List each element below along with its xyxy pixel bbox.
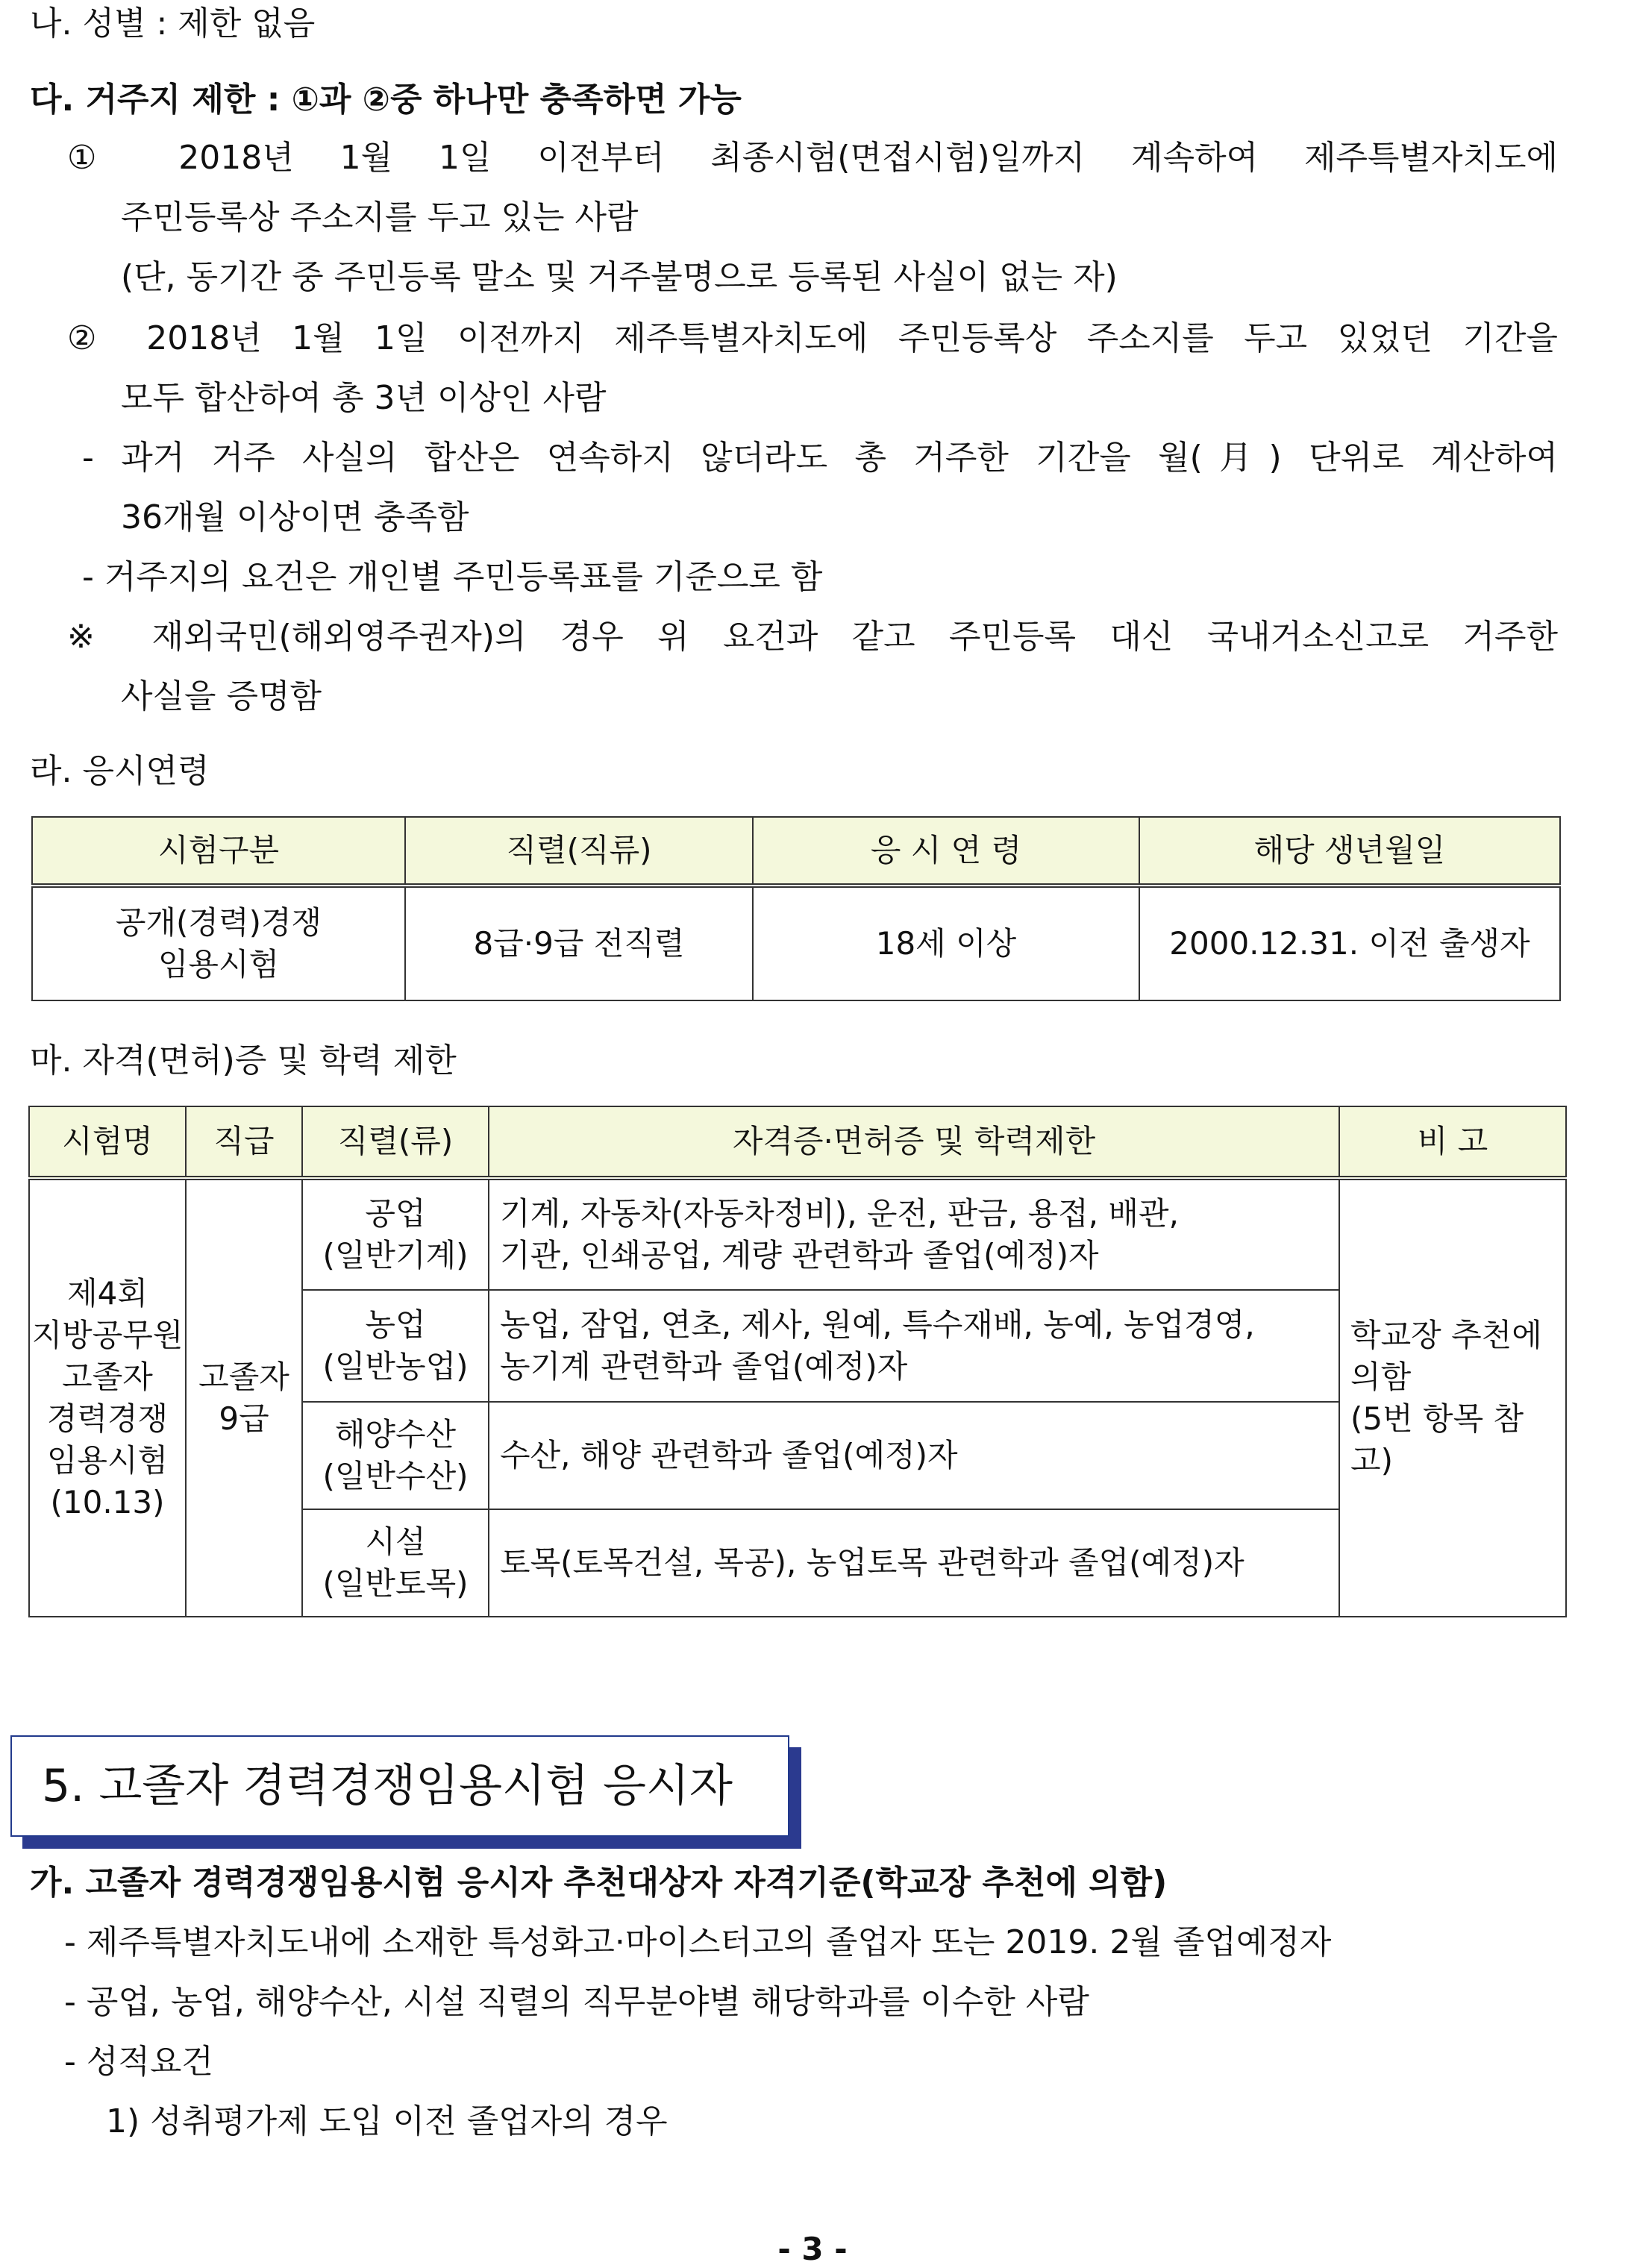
qual-header-requirement: 자격증·면허증 및 학력제한 [489,1106,1339,1178]
remark-l3: (5번 항목 참고) [1350,1400,1524,1479]
requirement-l1: 기계, 자동차(자동차정비), 운전, 판금, 용접, 배관, [500,1195,1179,1232]
qual-series-cell [302,1509,489,1617]
remark-l1: 학교장 추천에 [1350,1317,1542,1353]
gender-line: 나. 성별 : 제한 없음 [30,4,316,43]
qual-header-series: 직렬(류) [302,1106,489,1178]
residence-heading: 다. 거주지 제한 : ①과 ②중 하나만 충족하면 가능 [30,81,742,119]
age-cell-age: 18세 이상 [753,886,1139,1000]
requirement-l2: 기관, 인쇄공업, 계량 관련학과 졸업(예정)자 [500,1237,1099,1274]
qual-requirement-cell [489,1402,1339,1509]
age-cell-exam-l2: 임용시험 [157,946,280,983]
age-header-birth: 해당 생년월일 [1139,817,1560,886]
section-5-title-box [10,1735,789,1837]
series-l2: (일반수산) [322,1458,469,1494]
requirement-l1: 농업, 잠업, 연초, 제사, 원예, 특수재배, 농예, 농업경영, [500,1306,1255,1343]
qual-requirement-cell [489,1290,1339,1402]
qualification-table [28,1106,1567,1617]
qual-exam-name-cell [29,1178,186,1617]
note-line-1: ※ 재외국민(해외영주권자)의 경우 위 요건과 같고 주민등록 대신 국내거소신고로 거주한 [67,618,1558,656]
note-line-2: 사실을 증명함 [121,677,322,715]
condition-1-line-2: 주민등록상 주소지를 두고 있는 사람 [121,198,639,236]
requirement-l1: 수산, 해양 관련학과 졸업(예정)자 [500,1437,958,1473]
section-5-subitem-1: 1) 성취평가제 도입 이전 졸업자의 경우 [106,2102,668,2140]
requirement-l2: 농기계 관련학과 졸업(예정)자 [500,1348,908,1385]
qualification-heading: 마. 자격(면허)증 및 학력 제한 [30,1041,457,1080]
series-l1: 해양수산 [334,1416,457,1453]
exam-name-l3: 고졸자 [62,1359,153,1395]
qual-series-cell [302,1290,489,1402]
qual-grade-cell [186,1178,302,1617]
condition-1-line-1: ① 2018년 1월 1일 이전부터 최종시험(면접시험)일까지 계속하여 제주특별자치도에 [67,139,1558,177]
age-header-age: 응 시 연 령 [753,817,1139,886]
age-header-exam: 시험구분 [32,817,405,886]
section-5-bullet-3: - 성적요건 [64,2043,213,2081]
age-cell-exam-l1: 공개(경력)경쟁 [115,904,322,941]
exam-name-l2: 지방공무원 [31,1317,184,1353]
dash-1-line-2: 36개월 이상이면 충족함 [121,498,469,536]
age-table [31,816,1561,1001]
section-5-bullet-1: - 제주특별자치도내에 소재한 특성화고·마이스터고의 졸업자 또는 2019. 2월 졸업예정자 [64,1923,1332,1961]
section-5-criteria-heading: 가. 고졸자 경력경쟁임용시험 응시자 추천대상자 자격기준(학교장 추천에 의함) [30,1864,1168,1902]
section-5-bullet-2: - 공업, 농업, 해양수산, 시설 직렬의 직무분야별 해당학과를 이수한 사람 [64,1983,1089,2021]
series-l2: (일반농업) [322,1348,469,1385]
qual-header-exam: 시험명 [29,1106,186,1178]
age-cell-exam [32,886,405,1000]
grade-l2: 9급 [219,1400,269,1437]
qual-header-remark: 비 고 [1339,1106,1566,1178]
requirement-l1: 토목(토목건설, 목공), 농업토목 관련학과 졸업(예정)자 [500,1544,1244,1581]
exam-name-l6: (10.13) [50,1484,165,1520]
condition-2-line-2: 모두 합산하여 총 3년 이상인 사람 [121,379,607,417]
age-header-series: 직렬(직류) [405,817,753,886]
age-cell-birth: 2000.12.31. 이전 출생자 [1139,886,1560,1000]
age-heading: 라. 응시연령 [30,752,210,790]
qual-requirement-cell [489,1178,1339,1290]
condition-1-line-3: (단, 동기간 중 주민등록 말소 및 거주불명으로 등록된 사실이 없는 자) [121,258,1118,296]
qual-header-grade: 직급 [186,1106,302,1178]
series-l1: 시설 [365,1523,426,1560]
series-l1: 공업 [365,1195,426,1232]
dash-1-line-1: - 과거 거주 사실의 합산은 연속하지 않더라도 총 거주한 기간을 월(月) 단위로 계산하여 [82,439,1558,477]
condition-2-line-1: ② 2018년 1월 1일 이전까지 제주특별자치도에 주민등록상 주소지를 두고 있었던 기간을 [67,319,1558,357]
page-number: - 3 - [777,2231,848,2267]
exam-name-l1: 제4회 [67,1275,148,1312]
qual-series-cell [302,1178,489,1290]
series-l2: (일반기계) [322,1237,469,1274]
exam-name-l4: 경력경쟁 [46,1400,169,1437]
exam-name-l5: 임용시험 [46,1442,169,1479]
qual-remark-cell [1339,1178,1566,1617]
grade-l1: 고졸자 [198,1359,289,1395]
dash-2-line: - 거주지의 요건은 개인별 주민등록표를 기준으로 함 [82,558,823,596]
age-cell-series: 8급·9급 전직렬 [405,886,753,1000]
qual-series-cell [302,1402,489,1509]
section-5-title: 5. 고졸자 경력경쟁임용시험 응시자 [42,1760,733,1812]
series-l1: 농업 [365,1306,426,1343]
remark-l2: 의함 [1350,1359,1412,1395]
qual-requirement-cell [489,1509,1339,1617]
series-l2: (일반토목) [322,1565,469,1602]
